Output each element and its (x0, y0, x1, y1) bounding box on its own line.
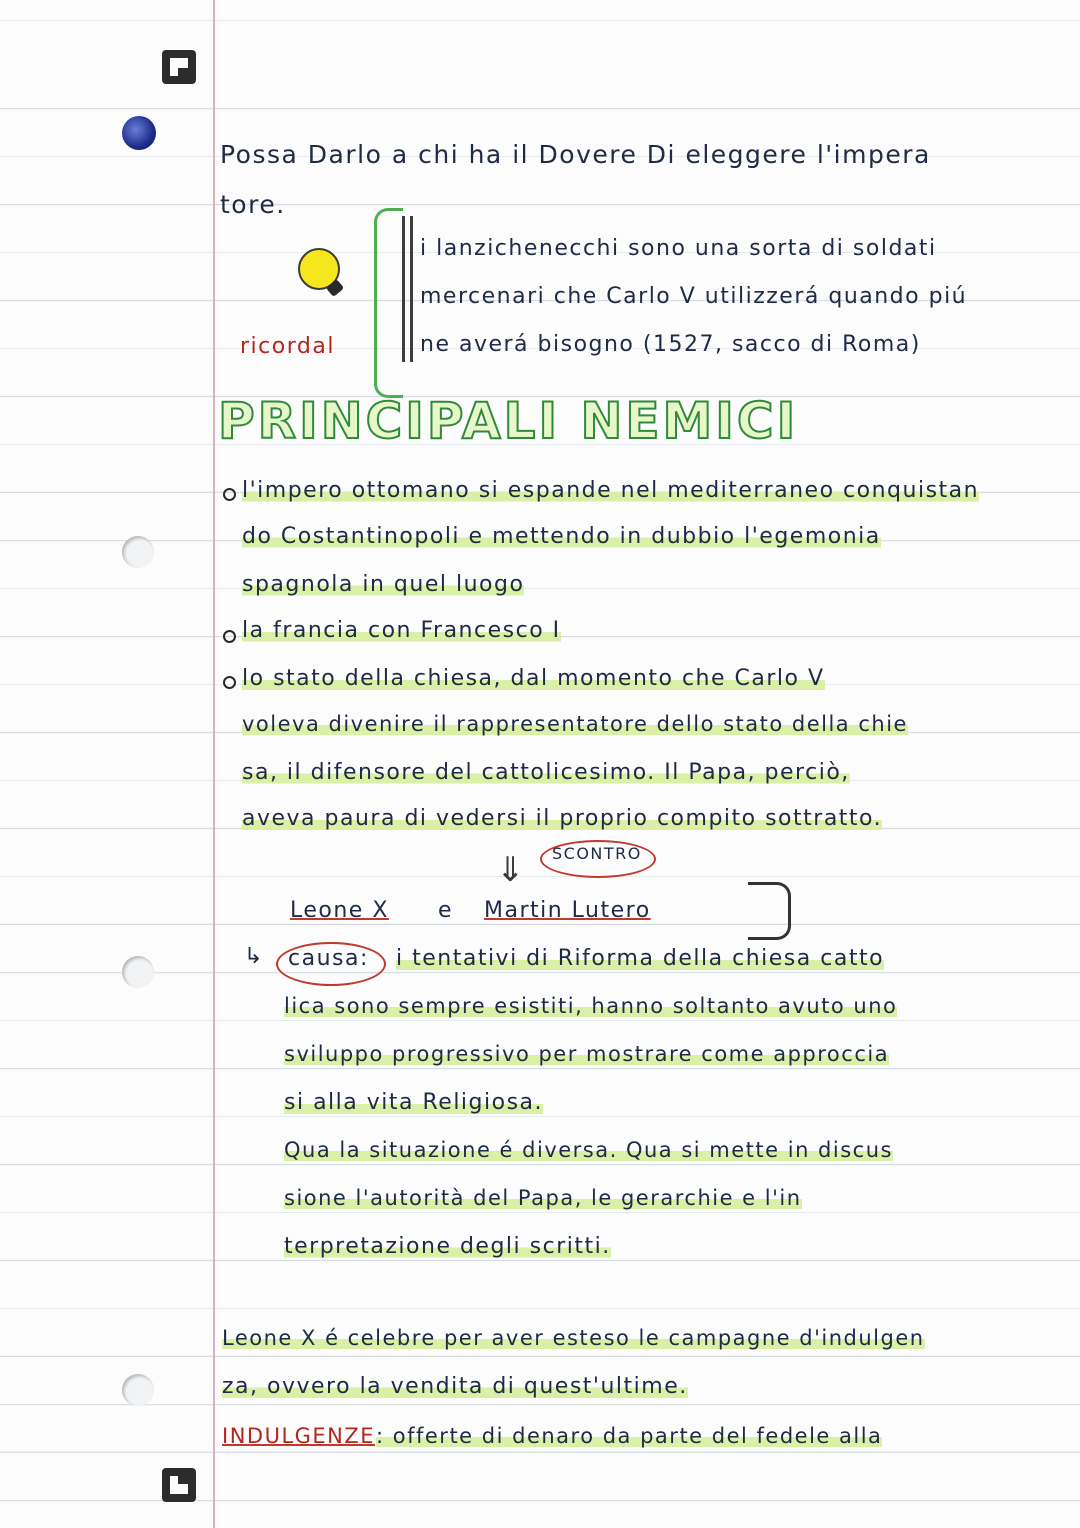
note-divider (410, 216, 413, 362)
margin-line (213, 0, 215, 1528)
closing-line: Leone X é celebre per aver esteso le campagne d'indulgen (222, 1326, 925, 1350)
binder-hole-marked (122, 116, 156, 150)
bullet-dot (223, 630, 236, 643)
note-line: i lanzichenecchi sono una sorta di soldati (420, 236, 937, 261)
note-line: ne averá bisogno (1527, sacco di Roma) (420, 332, 921, 357)
causa-line: Qua la situazione é diversa. Qua si mette in discus (284, 1138, 893, 1162)
binder-hole (122, 536, 154, 568)
causa-line: si alla vita Religiosa. (284, 1090, 544, 1115)
corner-mark-top (162, 50, 196, 84)
definition-text: : offerte di denaro da parte del fedele alla (376, 1424, 883, 1448)
bullet-line: spagnola in quel luogo (242, 572, 525, 597)
bullet-line: la francia con Francesco I (242, 618, 561, 643)
note-divider (402, 216, 405, 362)
bullet-line: aveva paura di vedersi il proprio compito sottratto. (242, 806, 883, 831)
causa-line: sione l'autorità del Papa, le gerarchie e l'in (284, 1186, 802, 1210)
causa-line: i tentativi di Riforma della chiesa catto (396, 946, 885, 971)
bullet-line: sa, il difensore del cattolicesimo. Il Papa, perciò, (242, 760, 850, 785)
versus-joiner: e (438, 898, 454, 923)
text-line: tore. (220, 190, 286, 219)
scontro-label: SCONTRO (552, 844, 642, 863)
versus-bracket (748, 882, 791, 940)
bullet-line: do Costantinopoli e mettendo in dubbio l'egemonia (242, 524, 881, 549)
note-line: mercenari che Carlo V utilizzerá quando piú (420, 284, 968, 309)
bullet-dot (223, 676, 236, 689)
bullet-dot (223, 488, 236, 501)
note-label: ricordal (240, 334, 335, 359)
bullet-line: lo stato della chiesa, dal momento che Carlo V (242, 666, 825, 691)
closing-line: za, ovvero la vendita di quest'ultime. (222, 1374, 688, 1399)
versus-left: Leone X (290, 898, 389, 923)
arrow-down-icon: ⇓ (496, 850, 525, 890)
versus-right: Martin Lutero (484, 898, 651, 923)
causa-label: causa: (288, 946, 369, 971)
definition-term: INDULGENZE (222, 1424, 376, 1448)
text-line: Possa Darlo a chi ha il Dovere Di eleggere l'impera (220, 140, 931, 169)
binder-hole (122, 1374, 154, 1406)
bullet-line: voleva divenire il rappresentatore dello stato della chie (242, 712, 908, 736)
causa-line: sviluppo progressivo per mostrare come approccia (284, 1042, 890, 1066)
causa-line: lica sono sempre esistiti, hanno soltanto avuto uno (284, 994, 898, 1018)
section-heading: PRINCIPALI NEMICI (218, 392, 799, 450)
corner-mark-bottom (162, 1468, 196, 1502)
bullet-line: l'impero ottomano si espande nel mediterraneo conquistan (242, 478, 980, 503)
binder-hole (122, 956, 154, 988)
causa-line: terpretazione degli scritti. (284, 1234, 611, 1259)
note-bracket (374, 208, 403, 398)
return-arrow-icon: ↳ (244, 944, 264, 969)
